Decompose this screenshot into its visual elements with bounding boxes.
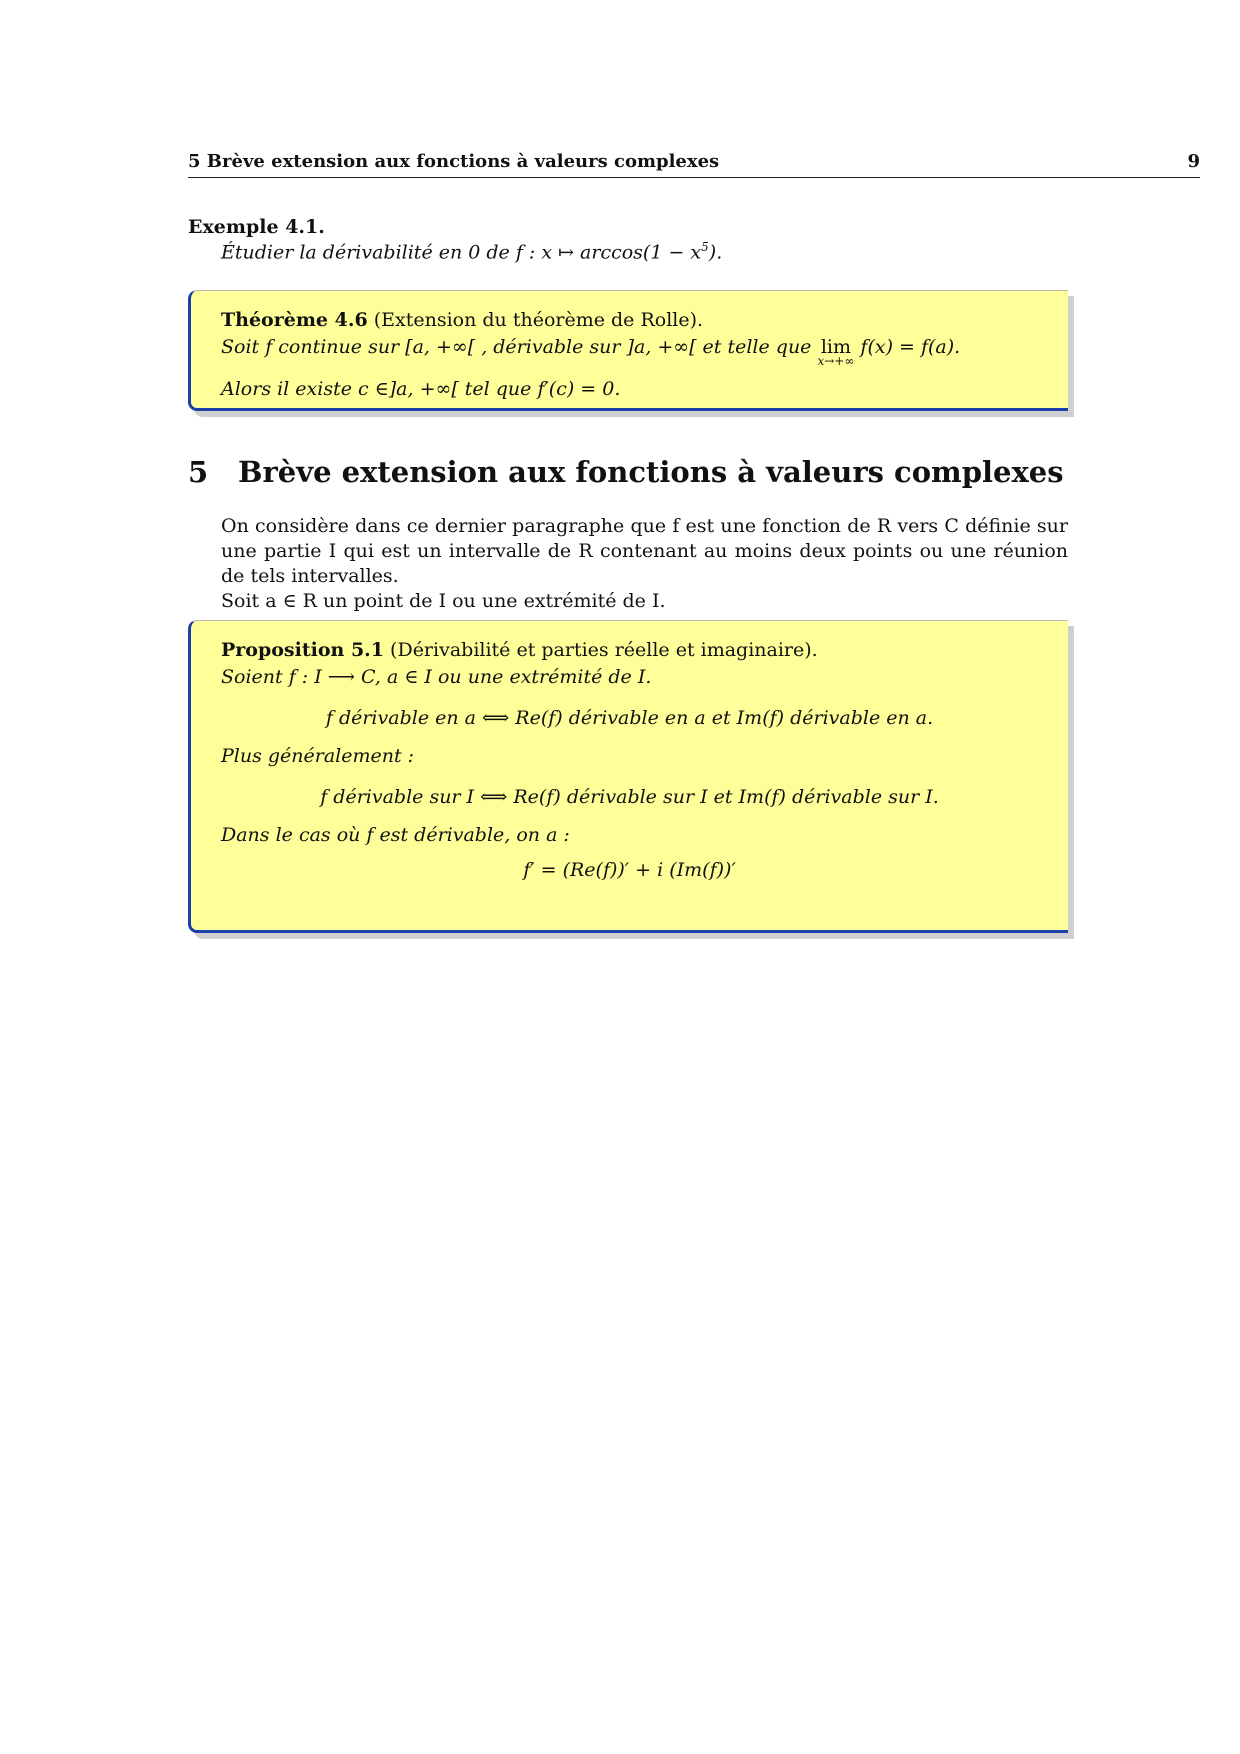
theorem-box <box>188 290 1068 411</box>
proposition-subtitle: (Dérivabilité et parties réelle et imaginaire). <box>390 639 818 661</box>
theorem-heading <box>221 307 1038 334</box>
section-title: Brève extension aux fonctions à valeurs complexes <box>238 455 1064 489</box>
theorem-subtitle: (Extension du théorème de Rolle). <box>373 309 704 331</box>
section-body <box>188 514 1068 614</box>
theorem-label: Théorème 4.6 <box>221 309 368 331</box>
page-number: 9 <box>1187 151 1200 172</box>
proposition-box <box>188 620 1068 933</box>
limit-word: lim <box>820 336 851 358</box>
example-exponent: 5 <box>701 240 709 254</box>
running-header <box>188 151 1200 178</box>
paragraph-1: On considère dans ce dernier paragraphe que f est une fonction de R vers C définie sur une partie I qui est un intervalle de R contenant au moins deux points ou une réunion de tels intervalles. <box>221 515 1068 587</box>
proposition-text-3: Dans le cas où f est dérivable, on a : <box>221 824 570 846</box>
section-heading <box>188 455 1064 489</box>
theorem-line-1 <box>221 334 1038 368</box>
section-number: 5 <box>188 455 209 489</box>
proposition-equation-1: f dérivable en a ⟺ Re(f) dérivable en a et Im(f) dérivable en a. <box>325 707 934 729</box>
theorem-line-2: Alors il existe c ∈]a, +∞[ tel que f′(c) = 0. <box>221 378 621 400</box>
proposition-text-2: Plus généralement : <box>221 745 415 767</box>
example-title: Exemple 4.1. <box>188 216 325 238</box>
example-text <box>188 240 1088 263</box>
paragraph-2: Soit a ∈ R un point de I ou une extrémité de I. <box>221 590 666 612</box>
example-text-end: ). <box>708 241 723 264</box>
proposition-label: Proposition 5.1 <box>221 639 384 661</box>
theorem-line-1-text: Soit f continue sur [a, +∞[ , dérivable sur ]a, +∞[ et telle que <box>221 336 812 358</box>
running-header-title: 5 Brève extension aux fonctions à valeurs complexes <box>188 151 720 172</box>
proposition-equation-2: f dérivable sur I ⟺ Re(f) dérivable sur I et Im(f) dérivable sur I. <box>320 786 939 808</box>
limit-subscript: x→+∞ <box>817 354 855 368</box>
proposition-equation-3: f′ = (Re(f))′ + i (Im(f))′ <box>523 859 736 881</box>
example-block <box>188 216 1088 263</box>
proposition-heading <box>221 637 1038 664</box>
example-text-main: Étudier la dérivabilité en 0 de f : x ↦ arccos(1 − x <box>221 241 702 264</box>
proposition-line-1: Soient f : I ⟶ C, a ∈ I ou une extrémité de I. <box>221 666 652 688</box>
limit-operator <box>817 336 855 368</box>
theorem-line-1-end: f(x) = f(a). <box>860 336 961 358</box>
